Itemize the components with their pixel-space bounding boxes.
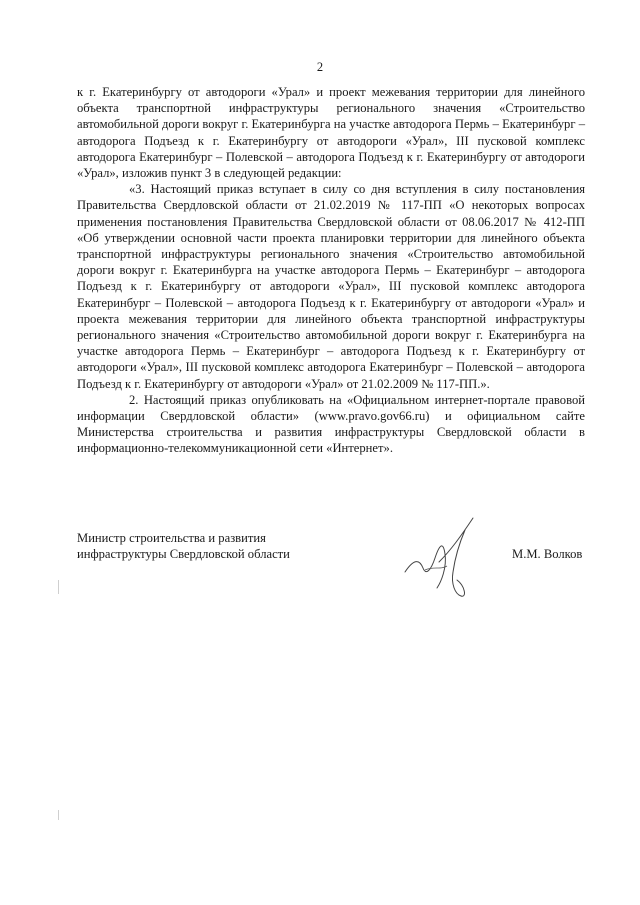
scan-artifact xyxy=(58,810,59,820)
paragraph-continuation: к г. Екатеринбургу от автодороги «Урал» и проект межевания территории для линейного объекта транспортной инфраструктуры регионального значения «Строительство автомобильной дороги вокруг г. Екатеринбурга на участке автодорога Пермь – Екатеринбург – автодорога Подъезд к г. Екатеринбургу от автодороги «Урал», III пусковой комплекс автодорога Екатеринбург – Полевской – автодорога Подъезд к г. Екатеринбургу от автодороги «Урал», изложив пункт 3 в следующей редакции: xyxy=(77,85,585,181)
paragraph-item-3: «3. Настоящий приказ вступает в силу со дня вступления в силу постановления Правительства Свердловской области от 21.02.2019 № 117-ПП «О некоторых вопросах применения постановления Правительства Свердловской области от 08.06.2017 № 412-ПП «Об утверждении основной части проекта планировки территории для линейного объекта транспортной инфраструктуры регионального значения «Строительство автомобильной дороги вокруг г. Екатеринбурга на участке автодорога Пермь – Екатеринбург – автодорога Подъезд к г. Екатеринбургу от автодороги «Урал», III пусковой комплекс автодорога Екатеринбург – Полевской – автодорога Подъезд к г. Екатеринбургу от автодороги «Урал» и проекта межевания территории для линейного объекта транспортной инфраструктуры регионального значения «Строительство автомобильной дороги вокруг г. Екатеринбурга на участке автодорога Пермь – Екатеринбург – автодорога Подъезд к г. Екатеринбургу от автодороги «Урал», III пусковой комплекс автодорога Екатеринбург – Полевской – автодорога Подъезд к г. Екатеринбургу от автодороги «Урал» от 21.02.2009 № 117-ПП.». xyxy=(77,182,585,391)
signatory-name: М.М. Волков xyxy=(512,547,583,561)
handwritten-signature xyxy=(395,510,505,610)
signatory-title xyxy=(77,530,377,562)
paragraph-item-2: 2. Настоящий приказ опубликовать на «Официальном интернет-портале правовой информации Свердловской области» (www.pravo.gov66.ru) и официальном сайте Министерства строительства и развития инфраструктуры Свердловской области в информационно-телекоммуникационной сети «Интернет». xyxy=(77,392,585,456)
signatory-title-line-1: Министр строительства и развития xyxy=(77,531,266,545)
page-number: 2 xyxy=(316,60,324,74)
document-body xyxy=(77,84,585,457)
signatory-title-line-2: инфраструктуры Свердловской области xyxy=(77,547,290,562)
scan-artifact xyxy=(58,580,59,594)
